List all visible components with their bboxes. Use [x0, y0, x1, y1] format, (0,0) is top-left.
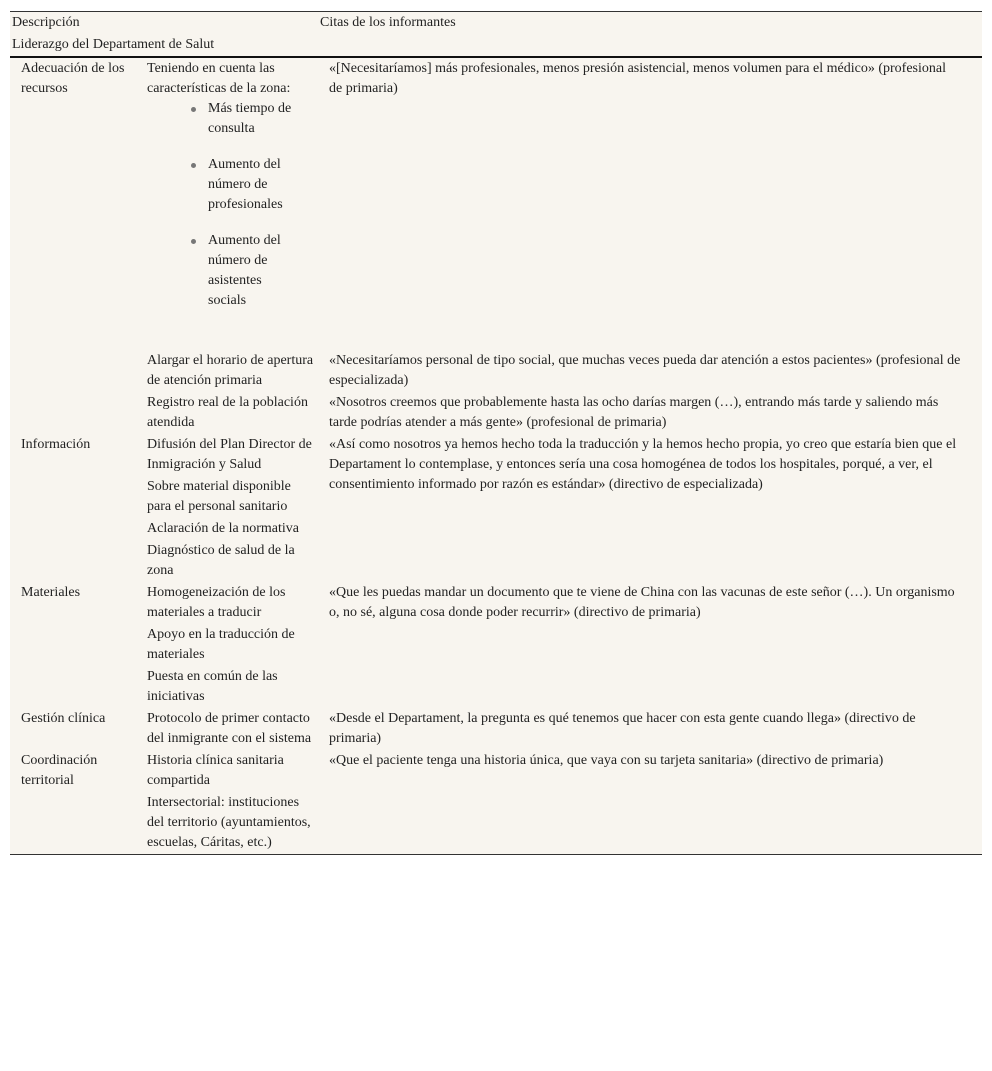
header-row	[10, 12, 982, 35]
recommendation-cell	[136, 540, 321, 582]
recommendation-text: Puesta en común de las iniciativas	[147, 669, 278, 704]
recommendation-cell	[136, 708, 321, 750]
quote-cell: «Que el paciente tenga una historia única, que vaya con su tarjeta sanitaria» (directivo de primaria)	[329, 753, 884, 768]
recommendations-table-container	[10, 11, 982, 855]
category-cell: Gestión clínica	[21, 711, 106, 726]
bullet-item: Aumento del número de asistentes socials	[187, 231, 303, 311]
subheader-row	[10, 34, 982, 57]
recommendation-cell	[136, 624, 321, 666]
header-quotes: Citas de los informantes	[320, 15, 456, 30]
recommendation-cell	[136, 434, 321, 476]
quote-cell: «Necesitaríamos personal de tipo social, que muchas veces pueda dar atención a estos pacientes» (profesional de especializada)	[329, 353, 961, 388]
category-cell: Coordinación territorial	[21, 753, 98, 788]
recommendations-table	[10, 11, 982, 855]
table-row	[10, 750, 982, 792]
header-description: Descripción	[12, 15, 80, 30]
table-row	[10, 708, 982, 750]
quote-cell: «Que les puedas mandar un documento que te viene de China con las vacunas de este señor (…). Un organismo o, no sé, alguna cosa donde poder recurrir» (directivo de primaria)	[329, 585, 955, 620]
recommendation-text: Sobre material disponible para el personal sanitario	[147, 479, 291, 514]
recommendation-text: Homogeneización de los materiales a traducir	[147, 585, 286, 620]
category-cell: Adecuación de los recursos	[21, 61, 125, 96]
recommendation-text: Intersectorial: instituciones del territorio (ayuntamientos, escuelas, Cáritas, etc.)	[147, 795, 311, 850]
recommendation-text: Alargar el horario de apertura de atención primaria	[147, 353, 314, 388]
quote-cell: «Desde el Departament, la pregunta es qué tenemos que hacer con esta gente cuando llega» (directivo de primaria)	[329, 711, 916, 746]
table-row	[10, 582, 982, 624]
recommendation-text: Historia clínica sanitaria compartida	[147, 753, 284, 788]
bullet-list	[147, 99, 315, 311]
recommendation-text: Diagnóstico de salud de la zona	[147, 543, 295, 578]
category-cell: Materiales	[21, 585, 81, 600]
quote-cell: «Nosotros creemos que probablemente hasta las ocho darías margen (…), entrando más tarde y saliendo más tarde podrías atender a más gente» (profesional de primaria)	[329, 395, 939, 430]
recommendation-text: Apoyo en la traducción de materiales	[147, 627, 295, 662]
recommendation-cell	[136, 57, 321, 350]
recommendation-text: Aclaración de la normativa	[147, 521, 299, 536]
recommendation-text: Protocolo de primer contacto del inmigrante con el sistema	[147, 711, 312, 746]
recommendation-text: Registro real de la población atendida	[147, 395, 308, 430]
category-cell: Información	[21, 437, 91, 452]
recommendation-cell	[136, 392, 321, 434]
recommendation-cell	[136, 582, 321, 624]
recommendation-cell	[136, 666, 321, 708]
table-body	[10, 57, 982, 855]
recommendation-text: Teniendo en cuenta las características de la zona:	[147, 61, 291, 96]
quote-cell: «Así como nosotros ya hemos hecho toda la traducción y la hemos hecho propia, yo creo que estaría bien que el Departament lo contemplase, y entonces sería una cosa homogénea de todos los hospitales, porqué, a ver, el consentimiento informado por razón es estándar» (directivo de especializada)	[329, 437, 957, 492]
table-row	[10, 350, 982, 392]
bullet-item: Aumento del número de profesionales	[187, 155, 303, 215]
table-row	[10, 434, 982, 476]
table-row	[10, 57, 982, 350]
recommendation-text: Difusión del Plan Director de Inmigración y Salud	[147, 437, 312, 472]
bullet-item: Más tiempo de consulta	[187, 99, 303, 139]
subheader-title: Liderazgo del Departament de Salut	[10, 34, 982, 57]
recommendation-cell	[136, 792, 321, 855]
recommendation-cell	[136, 750, 321, 792]
recommendation-cell	[136, 476, 321, 518]
table-row	[10, 392, 982, 434]
recommendation-cell	[136, 518, 321, 540]
quote-cell: «[Necesitaríamos] más profesionales, menos presión asistencial, menos volumen para el médico» (profesional de primaria)	[329, 61, 946, 96]
recommendation-cell	[136, 350, 321, 392]
